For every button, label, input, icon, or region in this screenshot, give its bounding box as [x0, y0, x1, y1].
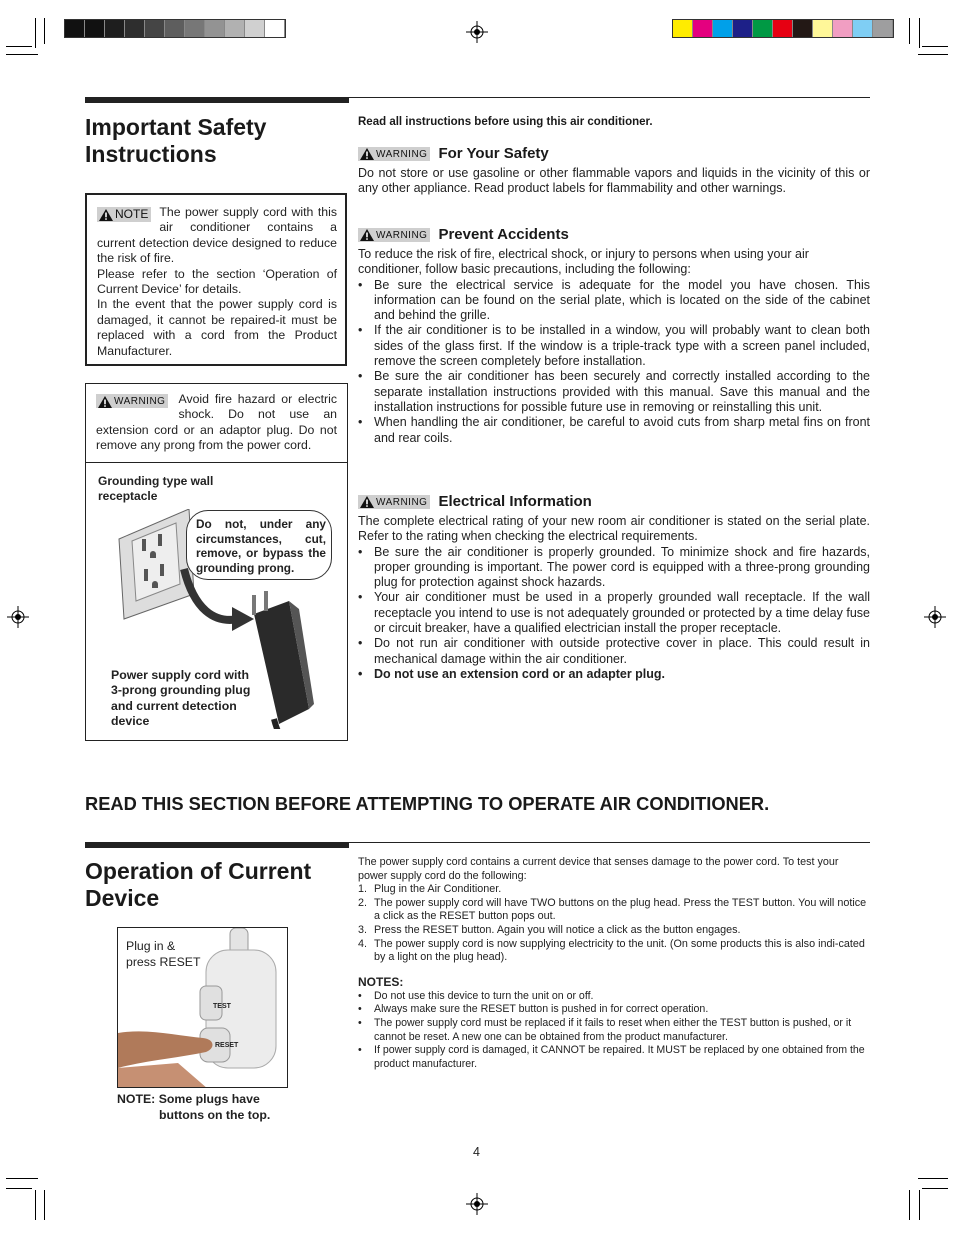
color-swatch: [145, 20, 165, 37]
list-item: • Always make sure the RESET button is pushed in for correct operation.: [358, 1003, 870, 1017]
color-swatch: [125, 20, 145, 37]
callout-bubble: Do not, under any circumstances, cut, remove, or bypass the grounding prong.: [186, 510, 332, 580]
figure-note: NOTE: Some plugs have buttons on the top.: [117, 1092, 271, 1122]
registration-mark-icon: [466, 1193, 488, 1215]
test-button-label: TEST: [213, 1003, 231, 1010]
color-swatch: [813, 20, 833, 37]
note-text: In the event that the power supply cord is damaged, it cannot be repaired-it must be replaced with a cord from the Product Manufacturer.: [97, 297, 337, 358]
section-rule: [349, 97, 870, 98]
color-swatch: [65, 20, 85, 37]
color-swatch: [873, 20, 893, 37]
plug-icon: [252, 591, 314, 729]
color-swatch: [85, 20, 105, 37]
color-swatch: [833, 20, 853, 37]
banner-heading: READ THIS SECTION BEFORE ATTEMPTING TO OPERATE AIR CONDITIONER.: [85, 793, 770, 814]
color-swatch: [673, 20, 693, 37]
electrical-information-body: The complete electrical rating of your new room air conditioner is stated on the serial plate. Refer to the rating when checking the electrical requirements. • Be sure the air conditioner is properly grounded. To minimize shock and fire hazards, proper grounding is important. The power cord is equipped with a three-prong grounding plug for protection against shock hazards. • Your air conditioner must be used in a properly grounded wall receptacle. If the wall receptacle you intend to use is not adequately grounded or protected by a time delay fuse or circuit breaker, have a qualified electrician install the proper receptacle. • Do not run air conditioner with outside protective cover in place. This could result in mechanical damage within the air conditioner. • Do not use an extension cord or an adapter plug.: [358, 514, 870, 682]
list-item: • Be sure the electrical service is adequate for the model you have chosen. This information can be found on the serial plate, which is located on the side of the cabinet and behind the grille.: [358, 278, 870, 324]
list-item: • If power supply cord is damaged, it CANNOT be repaired. It MUST be replaced by one obtained from the product manufacturer.: [358, 1044, 870, 1071]
wall-outlet-icon: [119, 509, 194, 619]
color-swatch: [205, 20, 225, 37]
color-swatch: [225, 20, 245, 37]
prevent-accidents-body: To reduce the risk of fire, electrical shock, or injury to persons when using your air conditioner, follow basic precautions, including the following: • Be sure the electrical service is adequate for the model you have chosen. This information can be found on the serial plate, which is located on the side of the cabinet and behind the grille. • If the air conditioner is to be installed in a window, you will probably want to clean both sides of the glass first. If the window is a triple-track type with a screen panel included, remove the screen completely before installation. • Be sure the air conditioner has been securely and correctly installed according to the separate installation instructions provided with this manual. Save this manual and the installation instructions for possible future use in removing or reinstalling this unit. • When handling the air conditioner, be careful to avoid cuts from sharp metal fins on front and rear coils.: [358, 247, 870, 446]
prevent-accidents-heading: WARNING Prevent Accidents: [358, 226, 569, 243]
warning-badge: WARNING: [358, 228, 430, 242]
color-swatch: [733, 20, 753, 37]
note-text: The power supply cord with this air conditioner contains a current detection device designed to reduce the risk of fire.: [97, 205, 337, 266]
color-swatch: [165, 20, 185, 37]
warning-text: Avoid fire hazard or electric shock. Do not use an extension cord or an adaptor plug. Do not remove any prong from the power cord.: [96, 392, 337, 453]
note-badge: NOTE: [97, 207, 151, 222]
notes-heading: NOTES:: [358, 974, 404, 989]
warning-triangle-icon: [99, 209, 113, 221]
figure-label: Plug in & press RESET: [126, 939, 201, 969]
note-box: [85, 193, 347, 366]
page-title: Important Safety Instructions: [85, 114, 267, 167]
color-swatch: [245, 20, 265, 37]
section-title: Operation of Current Device: [85, 858, 312, 911]
warning-triangle-icon: [98, 396, 112, 408]
receptacle-label: Grounding type wall receptacle: [98, 474, 214, 503]
list-item: • Do not use an extension cord or an adapter plug.: [358, 667, 870, 682]
registration-mark-icon: [7, 606, 29, 628]
reset-button-label: RESET: [215, 1042, 239, 1049]
note-text: Please refer to the section ‘Operation of Current Device’ for details.: [97, 266, 337, 297]
step-item: 4. The power supply cord is now supplying electricity to the unit. (On some products this is also indi-cated by a light on the plug head).: [358, 937, 865, 964]
warning-triangle-icon: [360, 229, 374, 241]
section-bar: [85, 97, 349, 103]
list-item: • Do not use this device to turn the unit on or off.: [358, 990, 870, 1004]
electrical-information-heading: WARNING Electrical Information: [358, 493, 592, 510]
warning-triangle-icon: [360, 496, 374, 508]
color-swatch: [793, 20, 813, 37]
warning-triangle-icon: [360, 148, 374, 160]
list-item: • Your air conditioner must be used in a properly grounded wall receptacle. If the wall receptacle you intend to use is not adequately grounded or protected by a time delay fuse or circuit breaker, have a qualified electrician install the proper receptacle.: [358, 590, 870, 636]
for-your-safety-text: Do not store or use gasoline or other flammable vapors and liquids in the vicinity of this or any other appliance. Read product labels for flammability and other warnings.: [358, 166, 870, 196]
section-rule: [349, 842, 870, 843]
cord-label: Power supply cord with 3-prong grounding plug and current detection device: [111, 668, 251, 728]
color-swatches: [672, 19, 894, 38]
grayscale-swatches: [64, 19, 286, 38]
color-swatch: [773, 20, 793, 37]
color-swatch: [753, 20, 773, 37]
list-item: • When handling the air conditioner, be careful to avoid cuts from sharp metal fins on front and rear coils.: [358, 415, 870, 446]
color-swatch: [693, 20, 713, 37]
warning-badge: WARNING: [96, 394, 168, 408]
color-swatch: [265, 20, 285, 37]
intro-line: Read all instructions before using this air conditioner.: [358, 116, 653, 128]
step-item: 1. Plug in the Air Conditioner.: [358, 883, 502, 896]
warning-badge: WARNING: [358, 495, 430, 509]
color-swatch: [105, 20, 125, 37]
list-item: • If the air conditioner is to be installed in a window, you will probably want to clean both sides of the glass first. If the window is a triple-track type with a screen panel included, remove the screen completely before installation.: [358, 323, 870, 369]
list-item: • The power supply cord must be replaced if it fails to reset when either the TEST button is pushed, or it cannot be reset. A new one can be obtained from the product manufacturer.: [358, 1017, 870, 1044]
color-swatch: [713, 20, 733, 37]
registration-mark-icon: [466, 21, 488, 43]
color-swatch: [853, 20, 873, 37]
list-item: • Be sure the air conditioner is properly grounded. To minimize shock and fire hazards, proper grounding is important. The power cord is equipped with a three-prong grounding plug for protection against shock hazards.: [358, 545, 870, 591]
warning-box: [85, 383, 348, 741]
step-item: 3. Press the RESET button. Again you will notice a click as the button engages.: [358, 923, 741, 936]
step-item: 2. The power supply cord will have TWO buttons on the plug head. Press the TEST button. You will notice a click as the RESET button pops out.: [358, 896, 867, 923]
registration-mark-icon: [924, 606, 946, 628]
operation-body: The power supply cord contains a current device that senses damage to the power cord. To test your power supply cord do the following: 1. Plug in the Air Conditioner. 2. The power supply cord will have TWO buttons on the plug head. Press the TEST button. You will notice a click as the RESET button pops out. 3. Press the RESET button. Again you will notice a click as the button engages. 4. The power supply cord is now supplying electricity to the unit. (On some products this is also indi-cated by a light on the plug head). NOTES: • Do not use this device to turn the unit on or off. • Always make sure the RESET button is pushed in for correct operation. • The power supply cord must be replaced if it fails to reset when either the TEST button is pushed, or it cannot be reset. A new one can be obtained from the product manufacturer. • If power supply cord is damaged, it CANNOT be repaired. It MUST be replaced by one obtained from the product manufacturer.: [358, 856, 870, 1071]
list-item: • Do not run air conditioner with outside protective cover in place. This could result in mechanical damage within the air conditioner.: [358, 636, 870, 667]
for-your-safety-heading: WARNING For Your Safety: [358, 145, 549, 162]
color-swatch: [185, 20, 205, 37]
section-bar: [85, 842, 349, 848]
page-number: 4: [473, 1145, 480, 1159]
plug-figure: [117, 927, 288, 1088]
list-item: • Be sure the air conditioner has been securely and correctly installed according to the separate installation instructions provided with this manual. Save this manual and the installation instructions for possible future use in removing or reinstalling this unit.: [358, 369, 870, 415]
warning-badge: WARNING: [358, 147, 430, 161]
